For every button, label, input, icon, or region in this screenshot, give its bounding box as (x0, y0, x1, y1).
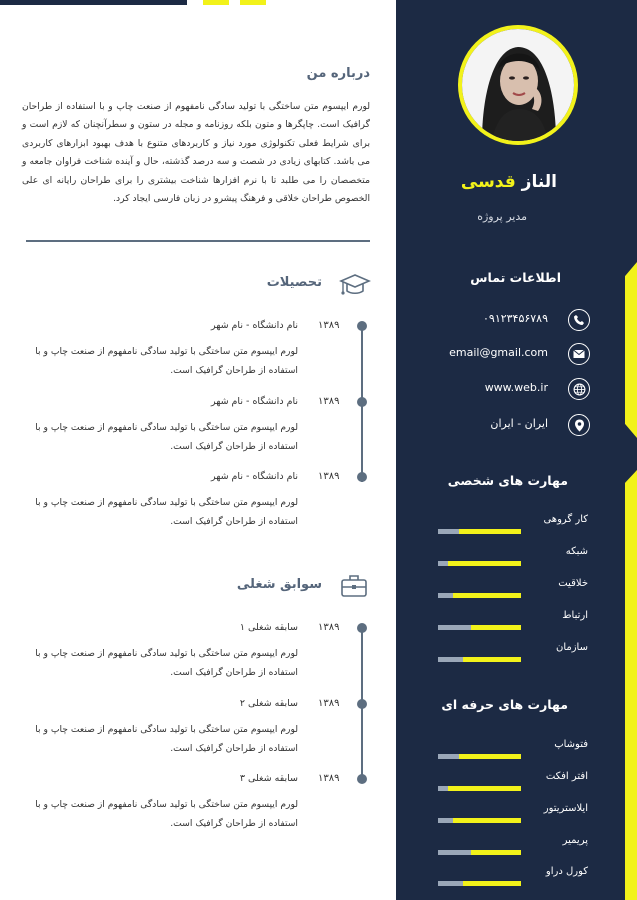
contact-location (420, 412, 590, 438)
contact-email (420, 341, 590, 367)
skill-label: شبکه (565, 546, 588, 557)
sidebar-accent-edge-lower (625, 470, 637, 900)
professional-skill (438, 835, 588, 859)
contact-email-value[interactable]: email@gmail.com (449, 346, 548, 359)
top-decor-bar (0, 0, 187, 5)
experience-title: سابقه شغلی ۲ (239, 698, 298, 709)
timeline-dot (357, 699, 367, 709)
job-title: مدیر پروژه (477, 210, 527, 223)
education-description: لورم ایپسوم متن ساختگی با تولید سادگی نامفهوم از صنعت چاپ و با استفاده از طراحان گرافیک است. (35, 422, 298, 452)
skill-label: سازمان (555, 642, 588, 653)
timeline-dot (357, 397, 367, 407)
skill-label: فتوشاپ (554, 739, 588, 750)
skill-bar (438, 754, 521, 759)
skill-bar (438, 593, 521, 598)
professional-skills-heading: مهارت های حرفه ای (441, 697, 568, 712)
timeline-dot (357, 623, 367, 633)
about-heading: درباره من (306, 66, 370, 81)
skill-bar (438, 818, 521, 823)
experience-heading: سوابق شغلی (236, 577, 322, 592)
experience-description: لورم ایپسوم متن ساختگی با تولید سادگی نامفهوم از صنعت چاپ و با استفاده از طراحان گرافیک است. (35, 799, 298, 829)
professional-skill (438, 739, 588, 763)
skill-bar (438, 657, 521, 662)
skill-bar (438, 786, 521, 791)
personal-skill (438, 578, 588, 602)
experience-year: ۱۳۸۹ (318, 622, 340, 633)
phone-icon (568, 309, 590, 331)
contact-location-value: ایران - ایران (490, 417, 548, 430)
skill-label: خلاقیت (558, 578, 588, 589)
email-icon (568, 343, 590, 365)
education-place: نام دانشگاه - نام شهر (210, 471, 298, 482)
location-icon (568, 414, 590, 436)
contact-heading: اطلاعات تماس (470, 270, 561, 285)
education-year: ۱۳۸۹ (318, 320, 340, 331)
contact-phone-value: ۰۹۱۲۳۴۵۶۷۸۹ (483, 312, 548, 325)
briefcase-icon (340, 573, 368, 603)
skill-label: کار گروهی (543, 514, 588, 525)
first-name: الناز (521, 172, 557, 192)
professional-skill (438, 803, 588, 827)
contact-website (420, 376, 590, 402)
skill-bar (438, 850, 521, 855)
experience-title: سابقه شغلی ۳ (239, 773, 298, 784)
personal-skill (438, 546, 588, 570)
experience-year: ۱۳۸۹ (318, 773, 340, 784)
top-decor-accent-1 (203, 0, 229, 5)
personal-skill (438, 642, 588, 666)
experience-year: ۱۳۸۹ (318, 698, 340, 709)
education-description: لورم ایپسوم متن ساختگی با تولید سادگی نامفهوم از صنعت چاپ و با استفاده از طراحان گرافیک است. (35, 497, 298, 527)
skill-bar (438, 625, 521, 630)
education-description: لورم ایپسوم متن ساختگی با تولید سادگی نامفهوم از صنعت چاپ و با استفاده از طراحان گرافیک است. (35, 346, 298, 376)
professional-skill (438, 771, 588, 795)
section-divider (26, 240, 370, 242)
timeline-dot (357, 321, 367, 331)
sidebar-accent-edge (625, 262, 637, 438)
skill-bar (438, 529, 521, 534)
about-text: لورم ایپسوم متن ساختگی با تولید سادگی نامفهوم از صنعت چاپ و با استفاده از طراحان گرافیک است. چاپگرها و متون بلکه روزنامه و مجله در ستون و سطرآنچنان که لازم است و برای شرایط فعلی تکنولوژی مورد نیاز و کاربردهای متنوع با هدف بهبود ابزارهای کاربردی می باشد. کتابهای زیادی در شصت و سه درصد گذشته، حال و آینده شناخت فراوان جامعه و متخصصان را می طلبد تا با نرم افزارها شناخت بیشتری را برای طراحان رایانه ای علی الخصوص طراحان خلاقی و فرهنگ پیشرو در زبان فارسی ایجاد کرد. (22, 101, 370, 205)
skill-label: افتر افکت (545, 771, 588, 782)
personal-skill (438, 610, 588, 634)
globe-icon (568, 378, 590, 400)
contact-website-value[interactable]: www.web.ir (484, 381, 548, 394)
education-year: ۱۳۸۹ (318, 471, 340, 482)
profile-photo (462, 29, 574, 141)
experience-description: لورم ایپسوم متن ساختگی با تولید سادگی نامفهوم از صنعت چاپ و با استفاده از طراحان گرافیک است. (35, 648, 298, 678)
skill-label: پریمیر (562, 835, 588, 846)
last-name: قدسی (460, 172, 516, 192)
skill-label: کورل دراو (545, 866, 588, 877)
education-heading: تحصیلات (266, 275, 322, 290)
professional-skill (438, 866, 588, 890)
top-decor-accent-2 (240, 0, 266, 5)
timeline-dot (357, 774, 367, 784)
skill-bar (438, 561, 521, 566)
portrait-illustration (462, 29, 574, 141)
skill-label: ایلاستریتور (543, 803, 588, 814)
experience-description: لورم ایپسوم متن ساختگی با تولید سادگی نامفهوم از صنعت چاپ و با استفاده از طراحان گرافیک است. (35, 724, 298, 754)
skill-label: ارتباط (562, 610, 588, 621)
education-place: نام دانشگاه - نام شهر (210, 396, 298, 407)
skill-bar (438, 881, 521, 886)
timeline-dot (357, 472, 367, 482)
personal-skills-heading: مهارت های شخصی (447, 473, 568, 488)
personal-skill (438, 514, 588, 538)
education-year: ۱۳۸۹ (318, 396, 340, 407)
education-place: نام دانشگاه - نام شهر (210, 320, 298, 331)
graduation-cap-icon (339, 272, 371, 302)
experience-title: سابقه شغلی ۱ (239, 622, 298, 633)
profile-name (357, 172, 557, 192)
contact-phone (420, 307, 590, 333)
